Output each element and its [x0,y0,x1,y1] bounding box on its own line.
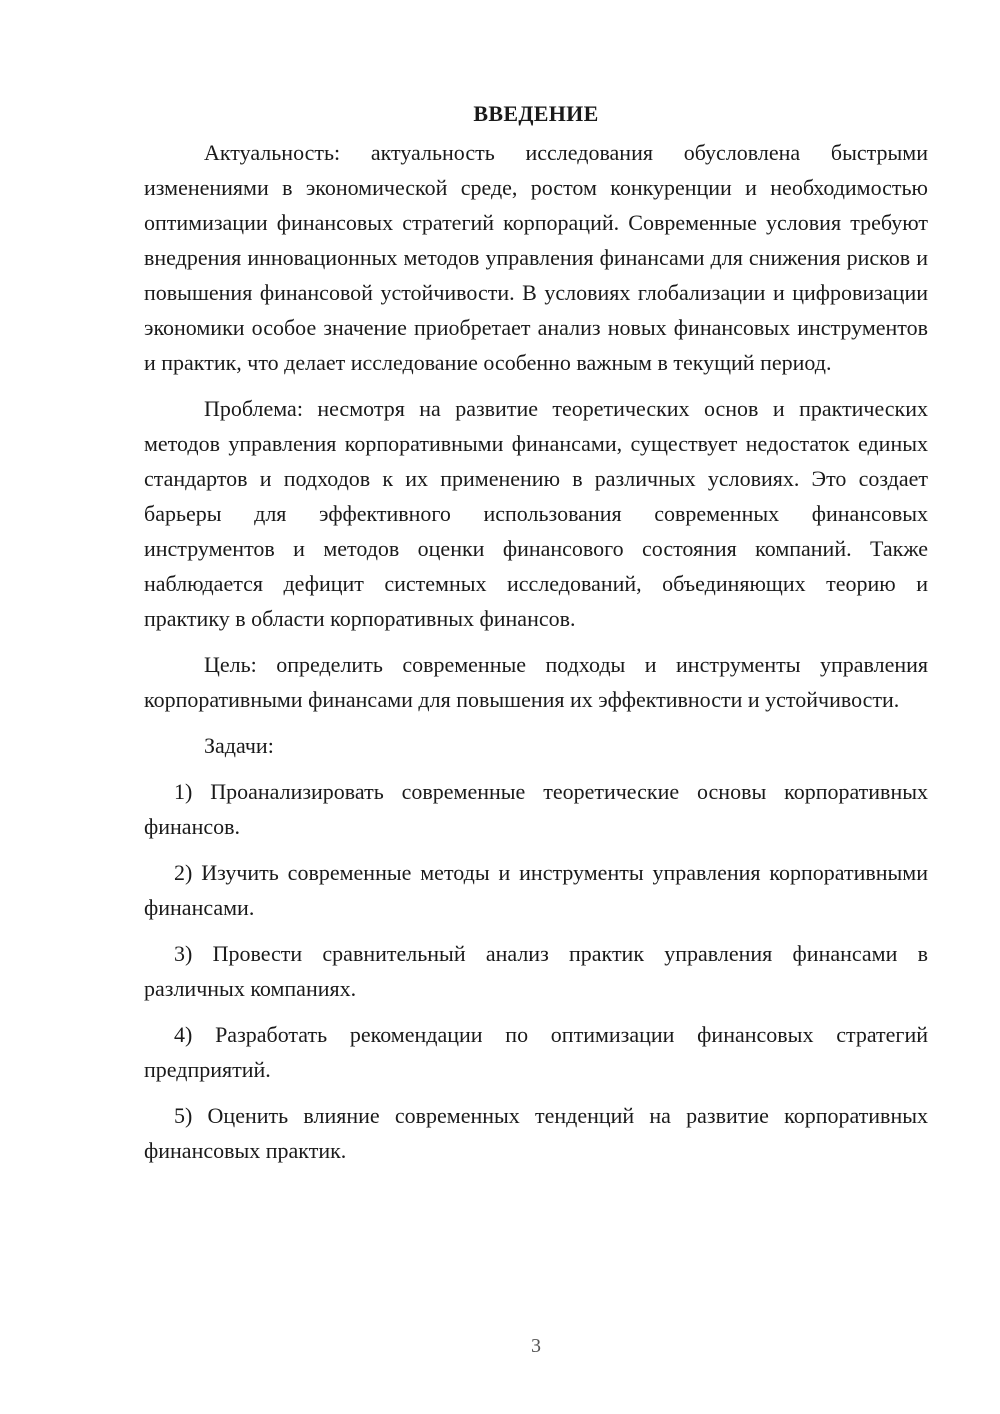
task-item-4: 4) Разработать рекомендации по оптимизации финансовых стратегий предприятий. [144,1022,928,1082]
paragraph-problem: Проблема: несмотря на развитие теоретических основ и практических методов управления корпоративными финансами, существует недостаток единых стандартов и подходов к их применению в различных условиях. Это создает барьеры для эффективного использования современных финансовых инструментов и методов оценки финансового состояния компаний. Также наблюдается дефицит системных исследований, объединяющих теорию и практику в области корпоративных финансов. [144,396,928,631]
section-title: ВВЕДЕНИЕ [473,101,599,126]
task-item-1: 1) Проанализировать современные теоретические основы корпоративных финансов. [144,779,928,839]
tasks-list [144,774,928,1168]
task-item-2: 2) Изучить современные методы и инструменты управления корпоративными финансами. [144,860,928,920]
tasks-label: Задачи: [204,733,274,758]
page-number: 3 [531,1335,541,1357]
task-item-3: 3) Провести сравнительный анализ практик управления финансами в различных компаниях. [144,941,928,1001]
paragraph-goal: Цель: определить современные подходы и инструменты управления корпоративными финансами для повышения их эффективности и устойчивости. [144,652,928,712]
task-item-5: 5) Оценить влияние современных тенденций на развитие корпоративных финансовых практик. [144,1103,928,1163]
paragraph-relevance: Актуальность: актуальность исследования обусловлена быстрыми изменениями в экономической среде, ростом конкуренции и необходимостью оптимизации финансовых стратегий корпораций. Современные условия требуют внедрения инновационных методов управления финансами для снижения рисков и повышения финансовой устойчивости. В условиях глобализации и цифровизации экономики особое значение приобретает анализ новых финансовых инструментов и практик, что делает исследование особенно важным в текущий период. [144,140,928,375]
